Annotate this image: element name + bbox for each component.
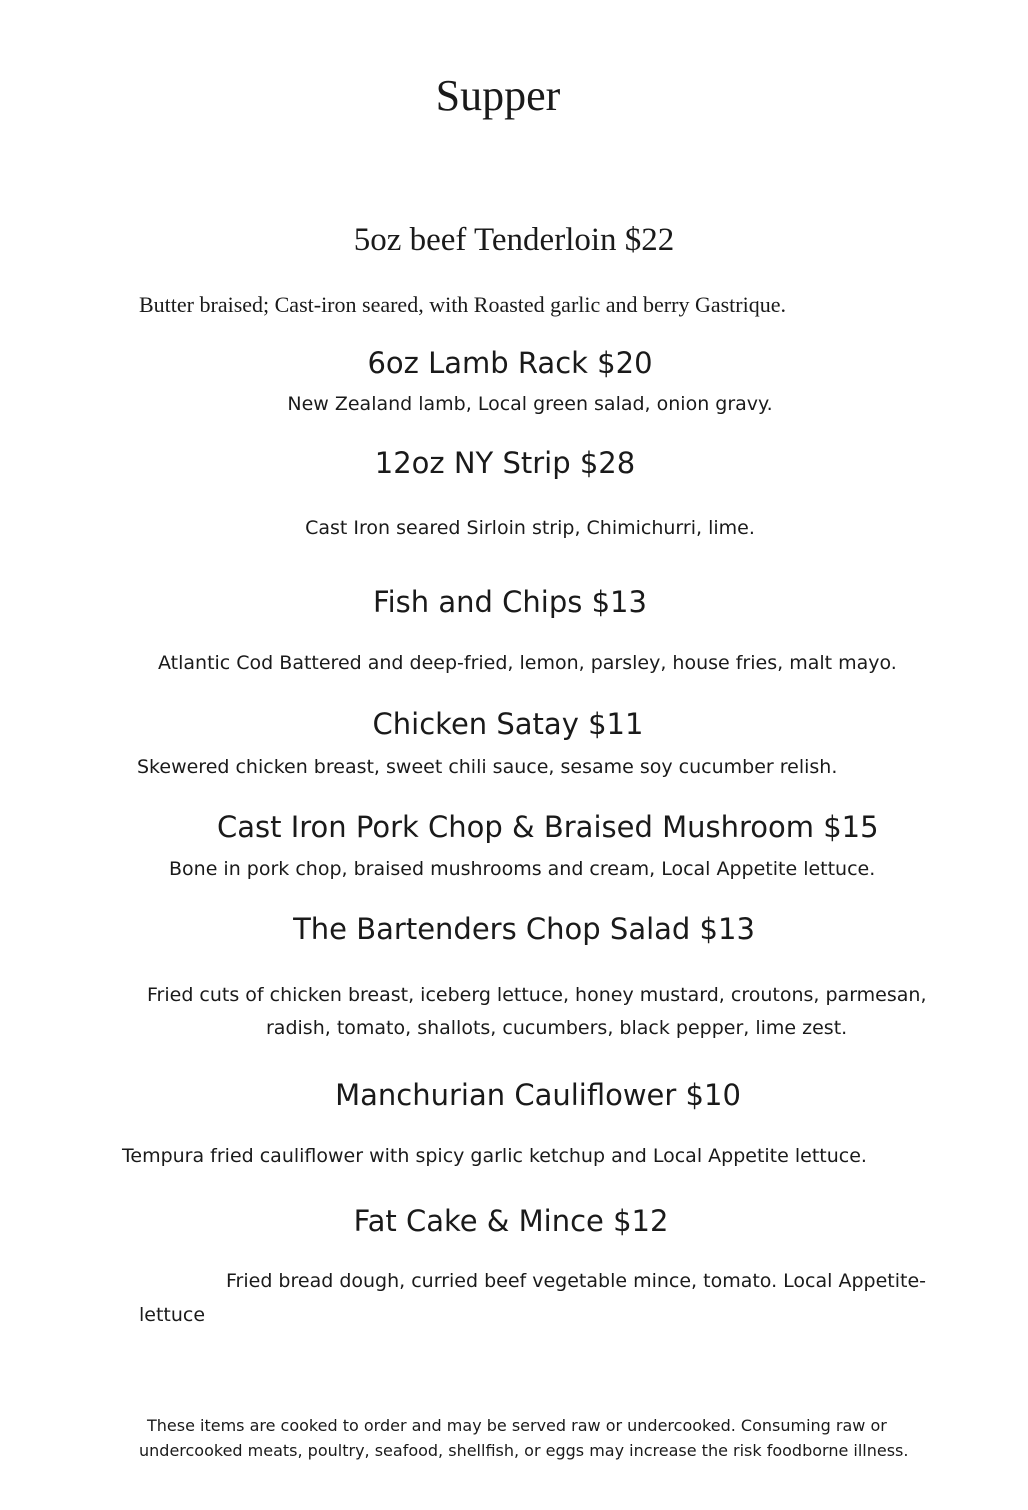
menu-item-title: The Bartenders Chop Salad $13	[293, 912, 755, 946]
disclaimer: These items are cooked to order and may be served raw or undercooked. Consuming raw or	[147, 1416, 887, 1435]
menu-item-description: Atlantic Cod Battered and deep-fried, lemon, parsley, house fries, malt mayo.	[158, 652, 897, 674]
menu-item-description: Fried bread dough, curried beef vegetable mince, tomato. Local Appetite-	[226, 1270, 926, 1292]
menu-item-title: 6oz Lamb Rack $20	[367, 346, 653, 380]
menu-item-title: 5oz beef Tenderloin $22	[353, 222, 675, 258]
menu-item-description: Skewered chicken breast, sweet chili sauce, sesame soy cucumber relish.	[137, 756, 838, 778]
menu-item-description: lettuce	[139, 1304, 206, 1326]
menu-item-title: 12oz NY Strip $28	[374, 446, 636, 480]
menu-item-description: Butter braised; Cast-iron seared, with Roasted garlic and berry Gastrique.	[139, 292, 786, 317]
page-title: Supper	[435, 71, 561, 120]
menu-item-title: Chicken Satay $11	[372, 707, 644, 741]
menu-item-title: Manchurian Cauliflower $10	[335, 1078, 741, 1112]
menu-item-description: Fried cuts of chicken breast, iceberg lettuce, honey mustard, croutons, parmesan,	[147, 984, 927, 1006]
menu-item-title: Cast Iron Pork Chop & Braised Mushroom $15	[217, 810, 879, 844]
disclaimer: undercooked meats, poultry, seafood, shellfish, or eggs may increase the risk foodborne illness.	[139, 1441, 909, 1460]
menu-item-description: Cast Iron seared Sirloin strip, Chimichurri, lime.	[305, 517, 755, 539]
menu-item-description: New Zealand lamb, Local green salad, onion gravy.	[287, 393, 773, 415]
menu-item-description: Tempura fried cauliflower with spicy garlic ketchup and Local Appetite lettuce.	[122, 1145, 867, 1167]
menu-item-title: Fat Cake & Mince $12	[353, 1204, 669, 1238]
menu-item-title: Fish and Chips $13	[373, 585, 647, 619]
menu-item-description: Bone in pork chop, braised mushrooms and cream, Local Appetite lettuce.	[169, 858, 876, 880]
menu-item-description: radish, tomato, shallots, cucumbers, black pepper, lime zest.	[266, 1017, 848, 1039]
